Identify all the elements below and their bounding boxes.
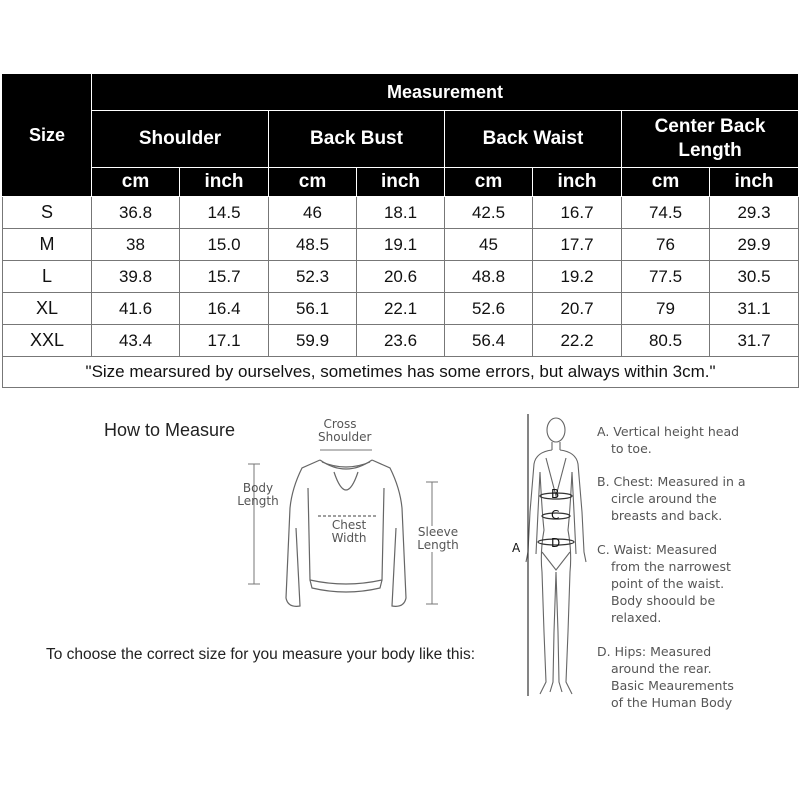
sleeve-length-label bbox=[412, 526, 464, 552]
value-cell: 29.3 bbox=[710, 197, 799, 229]
cross-shoulder-label bbox=[318, 417, 372, 444]
size-cell: L bbox=[3, 261, 92, 293]
unit-header: inch bbox=[710, 168, 799, 197]
value-cell: 23.6 bbox=[357, 325, 445, 357]
cross-shoulder-label-line: Shoulder bbox=[318, 430, 372, 444]
annotation-line: from the narrowest bbox=[611, 559, 731, 574]
annotation-line: to toe. bbox=[611, 441, 652, 456]
unit-header: inch bbox=[357, 168, 445, 197]
value-cell: 31.7 bbox=[710, 325, 799, 357]
table-row bbox=[3, 229, 799, 261]
group-header-shoulder: Shoulder bbox=[92, 111, 269, 168]
figure-letter-b: B bbox=[551, 487, 560, 501]
annotation-b bbox=[597, 473, 746, 524]
table-row bbox=[3, 325, 799, 357]
value-cell: 22.1 bbox=[357, 293, 445, 325]
unit-header: cm bbox=[92, 168, 180, 197]
value-cell: 45 bbox=[445, 229, 533, 261]
value-cell: 59.9 bbox=[269, 325, 357, 357]
unit-header: inch bbox=[180, 168, 269, 197]
annotation-line: C. Waist: Measured bbox=[597, 542, 718, 557]
value-cell: 56.1 bbox=[269, 293, 357, 325]
annotation-line: Basic Meaurements bbox=[611, 678, 734, 693]
annotation-line: B. Chest: Measured in a bbox=[597, 474, 746, 489]
annotation-line: of the Human Body bbox=[611, 695, 733, 710]
annotation-d bbox=[597, 643, 734, 711]
group-header-center-back-length bbox=[622, 111, 799, 168]
body-length-label-line: Body bbox=[242, 481, 274, 495]
sleeve-length-label-line: Length bbox=[417, 538, 459, 552]
annotation-line: D. Hips: Measured bbox=[597, 644, 712, 659]
annotation-c bbox=[597, 541, 731, 626]
value-cell: 43.4 bbox=[92, 325, 180, 357]
chest-width-label bbox=[326, 519, 372, 545]
value-cell: 19.1 bbox=[357, 229, 445, 261]
figure-letter-c: C bbox=[551, 508, 560, 522]
value-cell: 19.2 bbox=[533, 261, 622, 293]
size-table-body bbox=[3, 197, 799, 357]
unit-header: inch bbox=[533, 168, 622, 197]
body-length-label-line: Length bbox=[237, 494, 279, 508]
value-cell: 31.1 bbox=[710, 293, 799, 325]
annotation-line: breasts and back. bbox=[611, 508, 723, 523]
unit-header: cm bbox=[445, 168, 533, 197]
annotation-line: point of the waist. bbox=[611, 576, 725, 591]
value-cell: 79 bbox=[622, 293, 710, 325]
measurement-header: Measurement bbox=[92, 74, 799, 111]
group-header-back-waist: Back Waist bbox=[445, 111, 622, 168]
size-column-header: Size bbox=[3, 74, 92, 197]
value-cell: 17.7 bbox=[533, 229, 622, 261]
value-cell: 52.3 bbox=[269, 261, 357, 293]
value-cell: 76 bbox=[622, 229, 710, 261]
value-cell: 46 bbox=[269, 197, 357, 229]
value-cell: 20.7 bbox=[533, 293, 622, 325]
value-cell: 18.1 bbox=[357, 197, 445, 229]
value-cell: 15.7 bbox=[180, 261, 269, 293]
value-cell: 42.5 bbox=[445, 197, 533, 229]
how-to-measure-title: How to Measure bbox=[104, 420, 236, 440]
value-cell: 39.8 bbox=[92, 261, 180, 293]
value-cell: 48.5 bbox=[269, 229, 357, 261]
figure-letter-a: A bbox=[512, 541, 521, 555]
value-cell: 38 bbox=[92, 229, 180, 261]
cross-shoulder-label-line: Cross bbox=[323, 417, 357, 431]
chest-width-label-line: Width bbox=[331, 531, 367, 545]
value-cell: 16.7 bbox=[533, 197, 622, 229]
size-chart-table bbox=[2, 73, 799, 388]
body-length-label bbox=[236, 482, 280, 508]
value-cell: 48.8 bbox=[445, 261, 533, 293]
choose-size-instruction: To choose the correct size for you measure your body like this: bbox=[46, 646, 476, 663]
annotation-a bbox=[597, 423, 739, 457]
size-cell: M bbox=[3, 229, 92, 261]
annotation-line: relaxed. bbox=[611, 610, 662, 625]
size-cell: XL bbox=[3, 293, 92, 325]
value-cell: 17.1 bbox=[180, 325, 269, 357]
value-cell: 16.4 bbox=[180, 293, 269, 325]
value-cell: 14.5 bbox=[180, 197, 269, 229]
size-cell: S bbox=[3, 197, 92, 229]
unit-header: cm bbox=[269, 168, 357, 197]
value-cell: 41.6 bbox=[92, 293, 180, 325]
value-cell: 36.8 bbox=[92, 197, 180, 229]
table-row bbox=[3, 261, 799, 293]
value-cell: 22.2 bbox=[533, 325, 622, 357]
sleeve-length-label-line: Sleeve bbox=[417, 525, 459, 539]
annotation-line: A. Vertical height head bbox=[597, 424, 740, 439]
value-cell: 56.4 bbox=[445, 325, 533, 357]
size-cell: XXL bbox=[3, 325, 92, 357]
annotation-line: Body shoould be bbox=[611, 593, 716, 608]
value-cell: 30.5 bbox=[710, 261, 799, 293]
table-row bbox=[3, 197, 799, 229]
value-cell: 29.9 bbox=[710, 229, 799, 261]
human-body-figure bbox=[520, 412, 592, 702]
annotation-line: circle around the bbox=[611, 491, 717, 506]
annotation-line: around the rear. bbox=[611, 661, 712, 676]
chest-width-label-line: Chest bbox=[331, 518, 367, 532]
value-cell: 20.6 bbox=[357, 261, 445, 293]
value-cell: 15.0 bbox=[180, 229, 269, 261]
group-header-center-back-length-label: Center Back Length bbox=[654, 116, 766, 161]
group-header-back-bust: Back Bust bbox=[269, 111, 445, 168]
value-cell: 80.5 bbox=[622, 325, 710, 357]
table-row bbox=[3, 293, 799, 325]
value-cell: 74.5 bbox=[622, 197, 710, 229]
unit-header: cm bbox=[622, 168, 710, 197]
figure-letter-d: D bbox=[551, 536, 561, 550]
value-cell: 52.6 bbox=[445, 293, 533, 325]
size-note: "Size mearsured by ourselves, sometimes has some errors, but always within 3cm." bbox=[3, 357, 799, 388]
value-cell: 77.5 bbox=[622, 261, 710, 293]
